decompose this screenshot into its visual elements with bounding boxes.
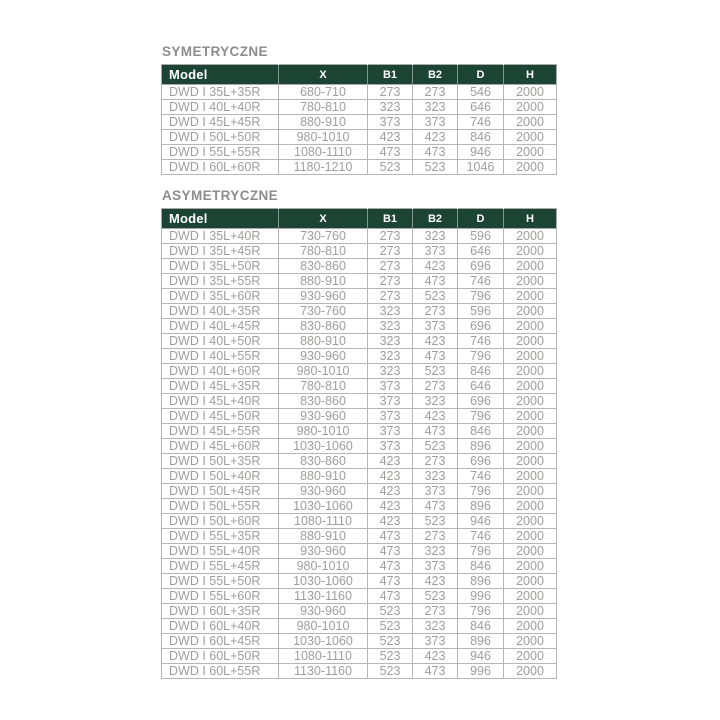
value-cell: 523 bbox=[368, 634, 413, 649]
model-cell: DWD I 55L+50R bbox=[162, 574, 279, 589]
value-cell: 980-1010 bbox=[279, 619, 368, 634]
value-cell: 2000 bbox=[504, 394, 557, 409]
model-cell: DWD I 45L+40R bbox=[162, 394, 279, 409]
value-cell: 696 bbox=[458, 259, 504, 274]
value-cell: 596 bbox=[458, 304, 504, 319]
value-cell: 273 bbox=[413, 454, 458, 469]
value-cell: 523 bbox=[413, 364, 458, 379]
column-header-b1: B1 bbox=[368, 209, 413, 229]
table-row bbox=[162, 304, 557, 319]
value-cell: 323 bbox=[413, 544, 458, 559]
model-cell: DWD I 55L+45R bbox=[162, 559, 279, 574]
value-cell: 2000 bbox=[504, 274, 557, 289]
value-cell: 730-760 bbox=[279, 304, 368, 319]
column-header-x: X bbox=[279, 209, 368, 229]
value-cell: 2000 bbox=[504, 85, 557, 100]
value-cell: 680-710 bbox=[279, 85, 368, 100]
value-cell: 273 bbox=[368, 274, 413, 289]
table-row bbox=[162, 229, 557, 244]
model-cell: DWD I 55L+55R bbox=[162, 145, 279, 160]
value-cell: 746 bbox=[458, 115, 504, 130]
value-cell: 423 bbox=[413, 649, 458, 664]
model-cell: DWD I 60L+60R bbox=[162, 160, 279, 175]
value-cell: 2000 bbox=[504, 634, 557, 649]
value-cell: 2000 bbox=[504, 484, 557, 499]
value-cell: 2000 bbox=[504, 514, 557, 529]
value-cell: 980-1010 bbox=[279, 364, 368, 379]
value-cell: 523 bbox=[368, 664, 413, 679]
value-cell: 273 bbox=[413, 379, 458, 394]
table-row bbox=[162, 424, 557, 439]
table-row bbox=[162, 559, 557, 574]
value-cell: 846 bbox=[458, 559, 504, 574]
value-cell: 523 bbox=[413, 589, 458, 604]
table-row bbox=[162, 364, 557, 379]
table-row bbox=[162, 514, 557, 529]
value-cell: 796 bbox=[458, 604, 504, 619]
model-cell: DWD I 35L+55R bbox=[162, 274, 279, 289]
value-cell: 523 bbox=[413, 514, 458, 529]
symmetric-spec-table bbox=[161, 64, 557, 175]
value-cell: 896 bbox=[458, 439, 504, 454]
model-cell: DWD I 45L+35R bbox=[162, 379, 279, 394]
value-cell: 2000 bbox=[504, 424, 557, 439]
model-cell: DWD I 45L+50R bbox=[162, 409, 279, 424]
table-row bbox=[162, 394, 557, 409]
value-cell: 2000 bbox=[504, 439, 557, 454]
column-header-h: H bbox=[504, 209, 557, 229]
value-cell: 2000 bbox=[504, 529, 557, 544]
value-cell: 2000 bbox=[504, 244, 557, 259]
value-cell: 996 bbox=[458, 664, 504, 679]
value-cell: 423 bbox=[413, 334, 458, 349]
value-cell: 2000 bbox=[504, 604, 557, 619]
table-row bbox=[162, 289, 557, 304]
table-row bbox=[162, 439, 557, 454]
value-cell: 323 bbox=[413, 469, 458, 484]
value-cell: 1030-1060 bbox=[279, 634, 368, 649]
value-cell: 796 bbox=[458, 484, 504, 499]
value-cell: 796 bbox=[458, 544, 504, 559]
column-header-b1: B1 bbox=[368, 65, 413, 85]
value-cell: 323 bbox=[368, 319, 413, 334]
model-cell: DWD I 60L+35R bbox=[162, 604, 279, 619]
table-row bbox=[162, 454, 557, 469]
value-cell: 2000 bbox=[504, 499, 557, 514]
model-cell: DWD I 50L+35R bbox=[162, 454, 279, 469]
table-row bbox=[162, 589, 557, 604]
value-cell: 423 bbox=[368, 499, 413, 514]
value-cell: 423 bbox=[413, 259, 458, 274]
value-cell: 423 bbox=[368, 130, 413, 145]
value-cell: 1030-1060 bbox=[279, 574, 368, 589]
value-cell: 373 bbox=[368, 394, 413, 409]
model-cell: DWD I 40L+40R bbox=[162, 100, 279, 115]
table-row bbox=[162, 259, 557, 274]
table-row bbox=[162, 244, 557, 259]
value-cell: 980-1010 bbox=[279, 424, 368, 439]
column-header-d: D bbox=[458, 65, 504, 85]
value-cell: 273 bbox=[368, 85, 413, 100]
value-cell: 1046 bbox=[458, 160, 504, 175]
header-row bbox=[162, 65, 557, 85]
table-row bbox=[162, 604, 557, 619]
value-cell: 2000 bbox=[504, 130, 557, 145]
value-cell: 2000 bbox=[504, 574, 557, 589]
value-cell: 2000 bbox=[504, 319, 557, 334]
value-cell: 946 bbox=[458, 649, 504, 664]
value-cell: 1080-1110 bbox=[279, 145, 368, 160]
value-cell: 273 bbox=[368, 259, 413, 274]
value-cell: 896 bbox=[458, 574, 504, 589]
value-cell: 473 bbox=[368, 574, 413, 589]
value-cell: 273 bbox=[413, 85, 458, 100]
value-cell: 930-960 bbox=[279, 484, 368, 499]
value-cell: 423 bbox=[413, 574, 458, 589]
model-cell: DWD I 35L+60R bbox=[162, 289, 279, 304]
value-cell: 780-810 bbox=[279, 100, 368, 115]
value-cell: 1030-1060 bbox=[279, 499, 368, 514]
table-row bbox=[162, 409, 557, 424]
model-cell: DWD I 55L+60R bbox=[162, 589, 279, 604]
table-row bbox=[162, 499, 557, 514]
table-row bbox=[162, 85, 557, 100]
value-cell: 273 bbox=[368, 229, 413, 244]
value-cell: 323 bbox=[368, 334, 413, 349]
table-row bbox=[162, 274, 557, 289]
value-cell: 323 bbox=[368, 364, 413, 379]
value-cell: 2000 bbox=[504, 454, 557, 469]
value-cell: 273 bbox=[413, 604, 458, 619]
value-cell: 323 bbox=[368, 304, 413, 319]
value-cell: 473 bbox=[368, 589, 413, 604]
value-cell: 880-910 bbox=[279, 469, 368, 484]
value-cell: 2000 bbox=[504, 259, 557, 274]
value-cell: 1180-1210 bbox=[279, 160, 368, 175]
model-cell: DWD I 50L+55R bbox=[162, 499, 279, 514]
model-cell: DWD I 50L+50R bbox=[162, 130, 279, 145]
column-header-x: X bbox=[279, 65, 368, 85]
value-cell: 423 bbox=[368, 484, 413, 499]
value-cell: 523 bbox=[368, 160, 413, 175]
value-cell: 880-910 bbox=[279, 529, 368, 544]
model-cell: DWD I 50L+40R bbox=[162, 469, 279, 484]
model-cell: DWD I 40L+35R bbox=[162, 304, 279, 319]
value-cell: 696 bbox=[458, 454, 504, 469]
value-cell: 2000 bbox=[504, 334, 557, 349]
value-cell: 830-860 bbox=[279, 454, 368, 469]
value-cell: 746 bbox=[458, 274, 504, 289]
table-row bbox=[162, 634, 557, 649]
value-cell: 473 bbox=[368, 145, 413, 160]
value-cell: 796 bbox=[458, 289, 504, 304]
value-cell: 423 bbox=[368, 469, 413, 484]
value-cell: 523 bbox=[413, 160, 458, 175]
table-row bbox=[162, 115, 557, 130]
value-cell: 273 bbox=[413, 304, 458, 319]
value-cell: 373 bbox=[368, 424, 413, 439]
value-cell: 646 bbox=[458, 100, 504, 115]
value-cell: 373 bbox=[413, 115, 458, 130]
value-cell: 323 bbox=[413, 619, 458, 634]
value-cell: 1130-1160 bbox=[279, 664, 368, 679]
value-cell: 730-760 bbox=[279, 229, 368, 244]
value-cell: 880-910 bbox=[279, 274, 368, 289]
model-cell: DWD I 60L+50R bbox=[162, 649, 279, 664]
value-cell: 2000 bbox=[504, 145, 557, 160]
asymmetric-spec-table bbox=[161, 208, 557, 679]
value-cell: 373 bbox=[413, 244, 458, 259]
model-cell: DWD I 55L+40R bbox=[162, 544, 279, 559]
value-cell: 1080-1110 bbox=[279, 649, 368, 664]
value-cell: 423 bbox=[413, 130, 458, 145]
table-row bbox=[162, 379, 557, 394]
model-cell: DWD I 35L+45R bbox=[162, 244, 279, 259]
model-cell: DWD I 60L+55R bbox=[162, 664, 279, 679]
value-cell: 930-960 bbox=[279, 289, 368, 304]
model-cell: DWD I 60L+45R bbox=[162, 634, 279, 649]
value-cell: 423 bbox=[368, 454, 413, 469]
value-cell: 473 bbox=[413, 349, 458, 364]
value-cell: 323 bbox=[368, 349, 413, 364]
value-cell: 646 bbox=[458, 244, 504, 259]
value-cell: 2000 bbox=[504, 559, 557, 574]
value-cell: 473 bbox=[413, 274, 458, 289]
table-row bbox=[162, 484, 557, 499]
value-cell: 1130-1160 bbox=[279, 589, 368, 604]
table-row bbox=[162, 100, 557, 115]
value-cell: 273 bbox=[413, 529, 458, 544]
value-cell: 830-860 bbox=[279, 319, 368, 334]
value-cell: 373 bbox=[413, 559, 458, 574]
value-cell: 796 bbox=[458, 349, 504, 364]
value-cell: 523 bbox=[413, 289, 458, 304]
value-cell: 323 bbox=[413, 100, 458, 115]
value-cell: 796 bbox=[458, 409, 504, 424]
value-cell: 596 bbox=[458, 229, 504, 244]
value-cell: 880-910 bbox=[279, 334, 368, 349]
table-row bbox=[162, 529, 557, 544]
value-cell: 2000 bbox=[504, 100, 557, 115]
value-cell: 546 bbox=[458, 85, 504, 100]
value-cell: 473 bbox=[368, 559, 413, 574]
value-cell: 746 bbox=[458, 334, 504, 349]
value-cell: 523 bbox=[413, 439, 458, 454]
model-cell: DWD I 45L+60R bbox=[162, 439, 279, 454]
value-cell: 930-960 bbox=[279, 544, 368, 559]
value-cell: 423 bbox=[368, 514, 413, 529]
value-cell: 2000 bbox=[504, 229, 557, 244]
section-title-symetryczne: SYMETRYCZNE bbox=[162, 44, 268, 59]
column-header-h: H bbox=[504, 65, 557, 85]
model-cell: DWD I 35L+35R bbox=[162, 85, 279, 100]
value-cell: 930-960 bbox=[279, 349, 368, 364]
value-cell: 846 bbox=[458, 364, 504, 379]
value-cell: 646 bbox=[458, 379, 504, 394]
value-cell: 996 bbox=[458, 589, 504, 604]
value-cell: 373 bbox=[368, 115, 413, 130]
value-cell: 846 bbox=[458, 130, 504, 145]
value-cell: 373 bbox=[368, 439, 413, 454]
value-cell: 946 bbox=[458, 514, 504, 529]
model-cell: DWD I 40L+55R bbox=[162, 349, 279, 364]
value-cell: 473 bbox=[413, 424, 458, 439]
value-cell: 323 bbox=[368, 100, 413, 115]
column-header-b2: B2 bbox=[413, 65, 458, 85]
value-cell: 423 bbox=[413, 409, 458, 424]
value-cell: 2000 bbox=[504, 664, 557, 679]
column-header-model: Model bbox=[162, 65, 279, 85]
value-cell: 273 bbox=[368, 244, 413, 259]
value-cell: 473 bbox=[368, 529, 413, 544]
value-cell: 373 bbox=[368, 409, 413, 424]
model-cell: DWD I 40L+60R bbox=[162, 364, 279, 379]
value-cell: 930-960 bbox=[279, 409, 368, 424]
table-row bbox=[162, 619, 557, 634]
model-cell: DWD I 45L+45R bbox=[162, 115, 279, 130]
value-cell: 323 bbox=[413, 394, 458, 409]
column-header-model: Model bbox=[162, 209, 279, 229]
table-row bbox=[162, 649, 557, 664]
model-cell: DWD I 35L+50R bbox=[162, 259, 279, 274]
value-cell: 2000 bbox=[504, 304, 557, 319]
value-cell: 980-1010 bbox=[279, 559, 368, 574]
value-cell: 473 bbox=[413, 664, 458, 679]
value-cell: 523 bbox=[368, 604, 413, 619]
value-cell: 523 bbox=[368, 619, 413, 634]
table-row bbox=[162, 145, 557, 160]
table-row bbox=[162, 544, 557, 559]
table-row bbox=[162, 664, 557, 679]
value-cell: 373 bbox=[413, 319, 458, 334]
value-cell: 930-960 bbox=[279, 604, 368, 619]
value-cell: 830-860 bbox=[279, 259, 368, 274]
model-cell: DWD I 45L+55R bbox=[162, 424, 279, 439]
value-cell: 1030-1060 bbox=[279, 439, 368, 454]
value-cell: 373 bbox=[413, 634, 458, 649]
value-cell: 2000 bbox=[504, 349, 557, 364]
table-row bbox=[162, 574, 557, 589]
table-row bbox=[162, 160, 557, 175]
header-row bbox=[162, 209, 557, 229]
value-cell: 2000 bbox=[504, 115, 557, 130]
value-cell: 780-810 bbox=[279, 379, 368, 394]
value-cell: 896 bbox=[458, 499, 504, 514]
value-cell: 523 bbox=[368, 649, 413, 664]
value-cell: 696 bbox=[458, 319, 504, 334]
value-cell: 2000 bbox=[504, 409, 557, 424]
value-cell: 323 bbox=[413, 229, 458, 244]
value-cell: 746 bbox=[458, 469, 504, 484]
value-cell: 2000 bbox=[504, 160, 557, 175]
value-cell: 846 bbox=[458, 424, 504, 439]
model-cell: DWD I 60L+40R bbox=[162, 619, 279, 634]
value-cell: 2000 bbox=[504, 649, 557, 664]
value-cell: 2000 bbox=[504, 364, 557, 379]
value-cell: 846 bbox=[458, 619, 504, 634]
table-row bbox=[162, 469, 557, 484]
value-cell: 2000 bbox=[504, 469, 557, 484]
value-cell: 2000 bbox=[504, 289, 557, 304]
model-cell: DWD I 55L+35R bbox=[162, 529, 279, 544]
model-cell: DWD I 40L+50R bbox=[162, 334, 279, 349]
value-cell: 373 bbox=[368, 379, 413, 394]
value-cell: 2000 bbox=[504, 619, 557, 634]
value-cell: 473 bbox=[368, 544, 413, 559]
table-row bbox=[162, 130, 557, 145]
value-cell: 696 bbox=[458, 394, 504, 409]
value-cell: 946 bbox=[458, 145, 504, 160]
column-header-b2: B2 bbox=[413, 209, 458, 229]
value-cell: 746 bbox=[458, 529, 504, 544]
model-cell: DWD I 50L+45R bbox=[162, 484, 279, 499]
section-title-asymetryczne: ASYMETRYCZNE bbox=[162, 188, 279, 203]
model-cell: DWD I 50L+60R bbox=[162, 514, 279, 529]
value-cell: 2000 bbox=[504, 379, 557, 394]
model-cell: DWD I 35L+40R bbox=[162, 229, 279, 244]
table-row bbox=[162, 334, 557, 349]
value-cell: 1080-1110 bbox=[279, 514, 368, 529]
table-row bbox=[162, 349, 557, 364]
column-header-d: D bbox=[458, 209, 504, 229]
section-asymetryczne bbox=[161, 188, 720, 679]
value-cell: 2000 bbox=[504, 544, 557, 559]
value-cell: 780-810 bbox=[279, 244, 368, 259]
section-symetryczne bbox=[161, 44, 720, 175]
value-cell: 473 bbox=[413, 145, 458, 160]
value-cell: 473 bbox=[413, 499, 458, 514]
value-cell: 830-860 bbox=[279, 394, 368, 409]
table-row bbox=[162, 319, 557, 334]
value-cell: 2000 bbox=[504, 589, 557, 604]
value-cell: 373 bbox=[413, 484, 458, 499]
value-cell: 880-910 bbox=[279, 115, 368, 130]
value-cell: 273 bbox=[368, 289, 413, 304]
value-cell: 896 bbox=[458, 634, 504, 649]
value-cell: 980-1010 bbox=[279, 130, 368, 145]
model-cell: DWD I 40L+45R bbox=[162, 319, 279, 334]
